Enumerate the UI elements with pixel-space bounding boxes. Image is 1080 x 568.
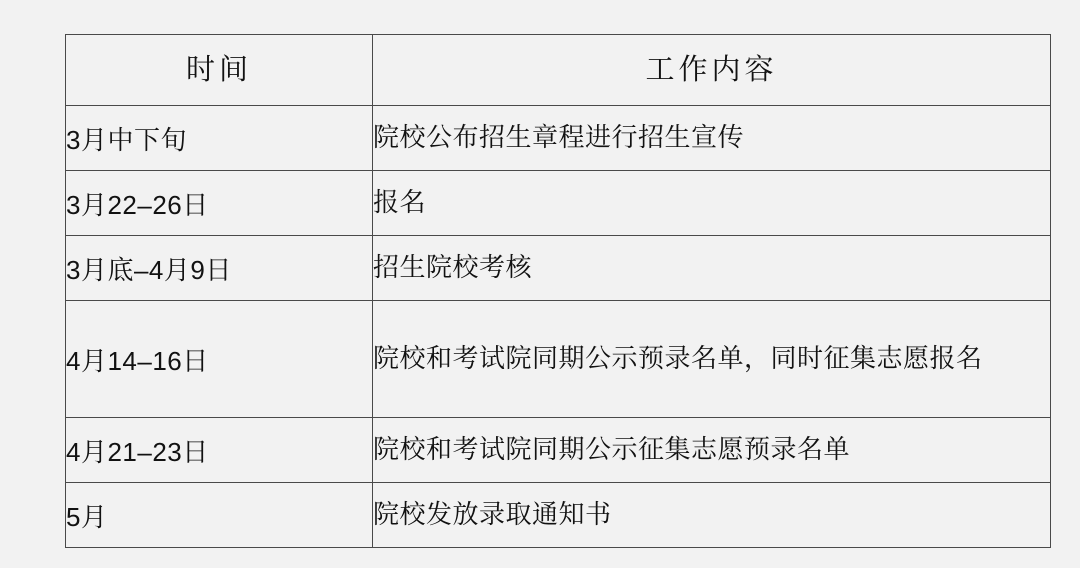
cell-time: 3月中下旬 — [66, 106, 373, 171]
table-header-row — [66, 35, 1051, 106]
table-header — [66, 35, 1051, 106]
table-row — [66, 106, 1051, 171]
cell-content: 院校和考试院同期公示征集志愿预录名单 — [373, 418, 1051, 483]
table-body — [66, 106, 1051, 548]
cell-content: 院校发放录取通知书 — [373, 483, 1051, 548]
cell-content: 院校公布招生章程进行招生宣传 — [373, 106, 1051, 171]
table-row — [66, 236, 1051, 301]
schedule-table-container — [65, 34, 1050, 548]
table-row — [66, 301, 1051, 418]
cell-content: 报名 — [373, 171, 1051, 236]
table-row — [66, 171, 1051, 236]
column-header-content: 工作内容 — [373, 35, 1051, 106]
table-row — [66, 418, 1051, 483]
cell-time: 5月 — [66, 483, 373, 548]
cell-content: 院校和考试院同期公示预录名单，同时征集志愿报名 — [373, 301, 1051, 418]
schedule-table — [65, 34, 1051, 548]
cell-content: 招生院校考核 — [373, 236, 1051, 301]
column-header-time: 时间 — [66, 35, 373, 106]
cell-time: 4月21–23日 — [66, 418, 373, 483]
cell-time: 3月22–26日 — [66, 171, 373, 236]
table-row — [66, 483, 1051, 548]
cell-time: 3月底–4月9日 — [66, 236, 373, 301]
cell-time: 4月14–16日 — [66, 301, 373, 418]
